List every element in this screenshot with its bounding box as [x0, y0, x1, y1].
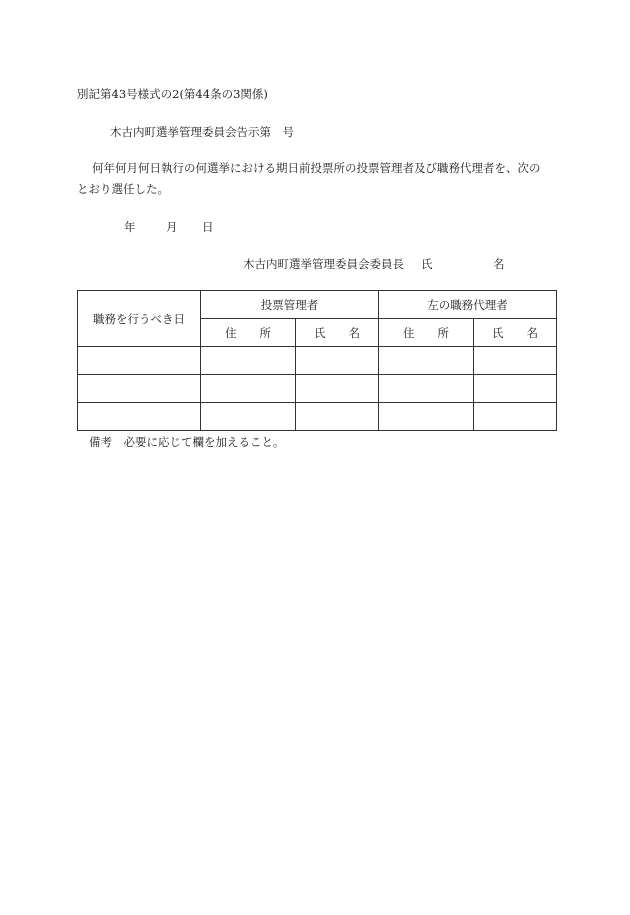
- signer-title: 木古内町選挙管理委員会委員長: [243, 257, 404, 271]
- table-cell: [78, 375, 201, 403]
- table-cell: [201, 403, 296, 431]
- officer-table: [77, 290, 557, 431]
- date-day: 日: [202, 220, 214, 234]
- header-deputy-name: 氏 名: [474, 319, 557, 347]
- table-cell: [296, 403, 379, 431]
- table-header-row: [78, 291, 557, 319]
- date-year: 年: [124, 220, 136, 234]
- table-cell: [379, 375, 474, 403]
- header-deputy: 左の職務代理者: [379, 291, 557, 319]
- table-cell: [379, 403, 474, 431]
- signer-line: [243, 256, 505, 272]
- table-cell: [201, 375, 296, 403]
- table-cell: [201, 347, 296, 375]
- header-manager-address: 住 所: [201, 319, 296, 347]
- table-row: [78, 375, 557, 403]
- signer-name-prefix: 氏: [421, 257, 433, 271]
- header-deputy-address: 住 所: [379, 319, 474, 347]
- header-duty-date: 職務を行うべき日: [78, 291, 201, 347]
- notice-title: 木古内町選挙管理委員会告示第 号: [110, 125, 294, 139]
- body-text-line-2: とおり選任した。: [77, 182, 169, 196]
- table-cell: [379, 347, 474, 375]
- table-row: [78, 347, 557, 375]
- header-manager-name: 氏 名: [296, 319, 379, 347]
- table-cell: [78, 347, 201, 375]
- table-cell: [474, 403, 557, 431]
- body-text-line-1: 何年何月何日執行の何選挙における期日前投票所の投票管理者及び職務代理者を、次の: [92, 161, 541, 175]
- table-cell: [474, 347, 557, 375]
- table-row: [78, 403, 557, 431]
- remark-note: 備考 必要に応じて欄を加えること。: [89, 435, 285, 449]
- date-month: 月: [166, 220, 178, 234]
- table-cell: [296, 347, 379, 375]
- table-cell: [78, 403, 201, 431]
- table-cell: [296, 375, 379, 403]
- table-cell: [474, 375, 557, 403]
- signer-name-suffix: 名: [493, 257, 505, 271]
- header-voting-manager: 投票管理者: [201, 291, 379, 319]
- date-line: [124, 219, 214, 235]
- form-reference: 別記第43号様式の2(第44条の3関係): [77, 87, 268, 101]
